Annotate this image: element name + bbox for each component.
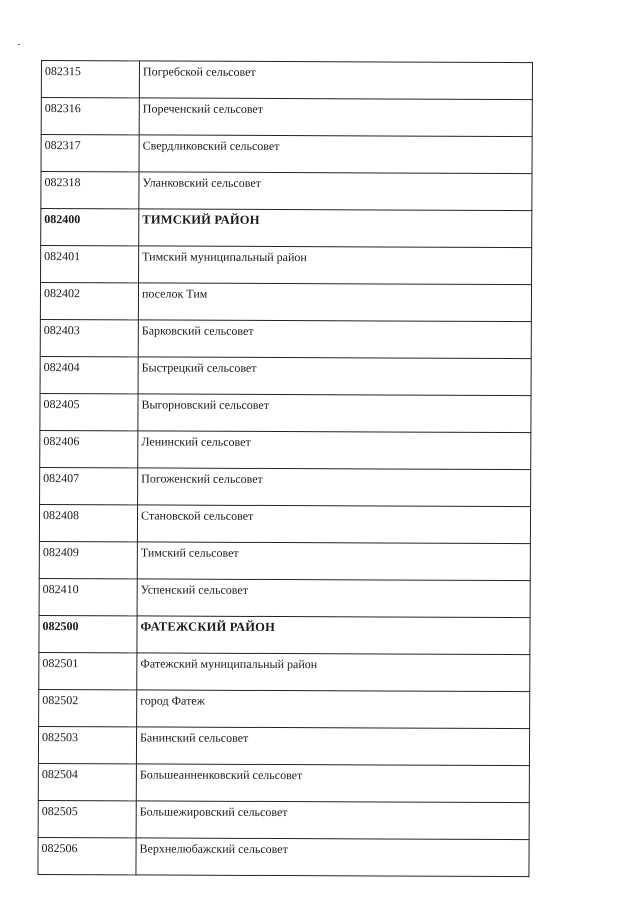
code-cell: 082401 <box>41 246 139 283</box>
name-cell: Тимский сельсовет <box>137 542 530 581</box>
name-cell: поселок Тим <box>138 283 531 322</box>
code-cell: 082405 <box>40 393 138 430</box>
table-body <box>38 61 533 877</box>
table-row <box>40 393 531 432</box>
code-cell: 082402 <box>40 283 138 320</box>
table-row <box>40 430 531 469</box>
code-cell: 082318 <box>41 172 139 209</box>
name-cell: Уланковский сельсовет <box>139 172 532 211</box>
table-row <box>38 837 529 876</box>
code-cell: 082502 <box>39 689 137 726</box>
name-cell: Становской сельсовет <box>137 505 530 544</box>
code-cell: 082408 <box>39 504 137 541</box>
name-cell: Фатежский муниципальный район <box>137 653 530 692</box>
name-cell: Верхнелюбажский сельсовет <box>136 838 529 877</box>
name-cell: Выгорновский сельсовет <box>138 394 531 433</box>
code-cell: 082501 <box>39 652 137 689</box>
name-cell: Погоженский сельсовет <box>138 468 531 507</box>
code-cell: 082409 <box>39 541 137 578</box>
code-cell: 082503 <box>38 726 136 763</box>
name-cell: ФАТЕЖСКИЙ РАЙОН <box>137 616 530 655</box>
name-cell: Свердликовский сельсовет <box>139 135 532 174</box>
name-cell: Тимский муниципальный район <box>139 246 532 285</box>
code-cell: 082404 <box>40 356 138 393</box>
scan-speck <box>18 44 20 45</box>
code-cell: 082406 <box>40 430 138 467</box>
table-row <box>39 541 530 580</box>
table-row <box>39 689 530 728</box>
code-cell: 082410 <box>39 578 137 615</box>
name-cell: Большежировский сельсовет <box>136 801 529 840</box>
name-cell: Барковский сельсовет <box>138 320 531 359</box>
table-row <box>39 504 530 543</box>
table-row <box>40 356 531 395</box>
name-cell: Ленинский сельсовет <box>138 431 531 470</box>
code-cell: 082403 <box>40 319 138 356</box>
code-cell: 082316 <box>41 98 139 135</box>
table-row <box>40 283 531 322</box>
table-row <box>40 467 531 506</box>
table-row <box>41 246 532 285</box>
code-cell: 082400 <box>41 209 139 246</box>
name-cell: Быстрецкий сельсовет <box>138 357 531 396</box>
code-cell: 082315 <box>41 61 139 98</box>
code-table <box>37 60 533 877</box>
name-cell: Большеанненковский сельсовет <box>136 764 529 803</box>
code-cell: 082407 <box>40 467 138 504</box>
code-cell: 082317 <box>41 135 139 172</box>
table-row <box>38 763 529 802</box>
table-row <box>38 726 529 765</box>
code-cell: 082500 <box>39 615 137 652</box>
code-cell: 082504 <box>38 763 136 800</box>
name-cell: Успенский сельсовет <box>137 579 530 618</box>
table-row <box>39 652 530 691</box>
code-cell: 082506 <box>38 837 136 874</box>
table-row <box>41 172 532 211</box>
table-row <box>40 319 531 358</box>
table-row <box>38 800 529 839</box>
name-cell: Погребской сельсовет <box>139 61 532 100</box>
table-row <box>39 615 530 654</box>
table-row <box>41 98 532 137</box>
table-row <box>41 61 532 100</box>
code-cell: 082505 <box>38 800 136 837</box>
name-cell: Пореченский сельсовет <box>139 98 532 137</box>
table-row <box>39 578 530 617</box>
table-row <box>41 135 532 174</box>
name-cell: Банинский сельсовет <box>136 727 529 766</box>
name-cell: ТИМСКИЙ РАЙОН <box>139 209 532 248</box>
name-cell: город Фатеж <box>137 690 530 729</box>
table-row <box>41 209 532 248</box>
